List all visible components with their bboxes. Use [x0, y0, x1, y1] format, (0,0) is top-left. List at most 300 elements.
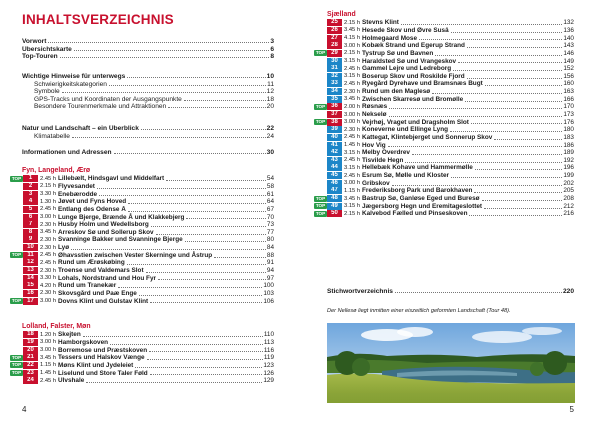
tour-name: Rund um Tranekær	[58, 282, 117, 290]
tour-number-badge: 2	[23, 183, 38, 190]
toc-leader-dots	[451, 177, 562, 178]
tour-page: 58	[266, 182, 274, 190]
toc-leader-dots	[166, 180, 266, 181]
toc-leader-dots	[392, 185, 563, 186]
toc-line-text: Top-Touren	[22, 53, 58, 61]
toc-leader-dots	[150, 302, 262, 303]
tour-name: Entlang des Odense Å	[58, 205, 126, 213]
tour-duration: 2.45 h	[344, 172, 361, 179]
tour-name: Borremose und Præstskoven	[58, 346, 148, 354]
tour-row	[314, 157, 574, 165]
tour-row	[314, 80, 574, 88]
tour-name: Flyvesandet	[58, 182, 95, 190]
tour-name: Zwischen Skarresø und Bromølle	[362, 95, 464, 103]
toc-leader-dots	[475, 169, 563, 170]
tour-page: 160	[563, 80, 574, 88]
tour-duration: 3.45 h	[344, 195, 361, 202]
tour-row	[314, 164, 574, 172]
tour-page: 143	[563, 42, 574, 50]
tour-number-badge: 26	[327, 27, 342, 34]
tour-duration: 2.45 h	[344, 80, 361, 87]
toc-line-page: 8	[270, 53, 274, 61]
tour-row	[10, 346, 274, 354]
tour-name: Frederiksborg Park und Barokhaven	[362, 187, 473, 195]
tour-page: 113	[263, 338, 274, 346]
toc-line-page: 3	[270, 38, 274, 45]
toc-line	[22, 38, 274, 46]
tour-page: 110	[263, 331, 274, 339]
tour-page: 205	[563, 187, 574, 195]
toc-leader-dots	[141, 129, 266, 130]
tour-page: 116	[263, 346, 274, 354]
tour-number-badge: 18	[23, 331, 38, 338]
tour-page: 97	[266, 274, 274, 282]
index-label: Stichwortverzeichnis	[327, 288, 393, 295]
tour-row	[314, 42, 574, 50]
tour-duration: 2.30 h	[40, 267, 57, 274]
tour-duration: 3.45 h	[40, 229, 57, 236]
toc-leader-dots	[168, 107, 265, 108]
tour-duration: 2.15 h	[344, 210, 361, 217]
region-heading: Fyn, Langeland, Ærø	[22, 167, 91, 174]
toc-line	[22, 81, 274, 89]
tour-number-badge: 34	[327, 88, 342, 95]
top-badge-slot	[10, 176, 23, 182]
toc-leader-dots	[405, 162, 562, 163]
tour-name: Lohals, Nordstrand und Hou Fyr	[58, 274, 156, 282]
tour-name: Lunge Bjerge, Brænde Å und Klakkebjerg	[58, 213, 185, 221]
tour-row	[10, 362, 274, 370]
tour-number-badge: 23	[23, 370, 38, 377]
tour-page: 126	[263, 369, 274, 377]
tour-page: 132	[563, 19, 574, 27]
tour-duration: 2.00 h	[344, 103, 361, 110]
tour-row	[314, 57, 574, 65]
toc-leader-dots	[151, 226, 266, 227]
tour-name: Rund um Ærøskøbing	[58, 259, 125, 267]
tour-duration: 2.45 h	[344, 157, 361, 164]
toc-leader-dots	[186, 218, 265, 219]
tour-name: Skejten	[58, 331, 81, 339]
toc-leader-dots	[485, 85, 563, 86]
tour-duration: 1.20 h	[40, 331, 57, 338]
tour-page: 196	[563, 164, 574, 172]
tour-row	[314, 141, 574, 149]
tour-name: Tessers und Halskov Vænge	[58, 354, 145, 362]
toc-line	[22, 53, 274, 61]
top-badge-slot	[314, 50, 327, 56]
toc-leader-dots	[214, 257, 266, 258]
toc-leader-dots	[127, 77, 265, 78]
toc-leader-dots	[494, 139, 562, 140]
toc-line-page: 11	[267, 80, 274, 88]
toc-line-text: Klimatabelle	[34, 132, 70, 140]
tour-number-badge: 21	[23, 354, 38, 361]
toc-leader-dots	[156, 234, 266, 235]
toc-line-text: Besondere Tourenmerkmale und Attraktionen	[34, 103, 167, 111]
region-lolland	[10, 323, 274, 384]
toc-leader-dots	[71, 249, 266, 250]
tour-duration: 3.45 h	[344, 96, 361, 103]
tour-page: 88	[266, 251, 274, 259]
tour-number-badge: 35	[327, 96, 342, 103]
toc-leader-dots	[451, 32, 563, 33]
toc-leader-dots	[72, 137, 266, 138]
tour-row	[10, 221, 274, 229]
tour-number-badge: 22	[23, 362, 38, 369]
tour-duration: 3.00 h	[40, 339, 57, 346]
toc-leader-dots	[139, 295, 262, 296]
tour-number-badge: 6	[23, 214, 38, 221]
toc-line-page: 12	[266, 88, 274, 96]
tour-page: 183	[563, 133, 574, 141]
tour-name: Tisvilde Hegn	[362, 156, 404, 164]
tour-duration: 3.15 h	[344, 164, 361, 171]
toc-line-page: 22	[266, 125, 274, 132]
top-badge: TOP	[315, 50, 326, 56]
toc-line-text: Informationen und Adressen	[22, 149, 112, 156]
toc-leader-dots	[469, 215, 562, 216]
top-badge-slot	[314, 196, 327, 202]
tour-row	[10, 339, 274, 347]
tour-page: 123	[263, 361, 274, 369]
tour-page: 152	[563, 65, 574, 73]
tour-number-badge: 17	[23, 298, 38, 305]
tour-row	[10, 206, 274, 214]
tour-number-badge: 10	[23, 244, 38, 251]
toc-leader-dots	[86, 382, 262, 383]
tour-number-badge: 38	[327, 119, 342, 126]
landscape-photo-illustration	[327, 323, 575, 403]
tour-number-badge: 13	[23, 267, 38, 274]
tour-row	[314, 134, 574, 142]
tour-number-badge: 45	[327, 172, 342, 179]
tour-name: Haraldsted Sø und Vrangeskov	[362, 57, 457, 65]
tour-number-badge: 30	[327, 58, 342, 65]
toc-leader-dots	[97, 188, 266, 189]
tour-page: 189	[563, 149, 574, 157]
tour-name: Lillebælt, Hindsgavl und Middelfart	[58, 175, 165, 183]
tour-row	[314, 103, 574, 111]
toc-leader-dots	[389, 116, 563, 117]
tour-duration: 2.30 h	[40, 236, 57, 243]
toc-leader-dots	[135, 367, 262, 368]
tour-name: Melby Overdrev	[362, 149, 410, 157]
tour-page: 163	[563, 88, 574, 96]
toc-line-page: 30	[266, 149, 274, 156]
tour-number-badge: 46	[327, 180, 342, 187]
toc-line-text: Übersichtskarte	[22, 45, 72, 53]
toc-line	[22, 96, 274, 104]
tour-name: Hov Vig	[362, 141, 386, 149]
tour-name: Kalvebod Fælled und Pinseskoven	[362, 210, 468, 218]
tour-row	[10, 267, 274, 275]
tour-name: Møns Klint und Jydeleiet	[58, 361, 134, 369]
toc-line	[22, 133, 274, 141]
toc-leader-dots	[389, 108, 562, 109]
top-badge: TOP	[315, 195, 326, 201]
tour-number-badge: 7	[23, 221, 38, 228]
tour-page: 80	[266, 236, 274, 244]
photo-caption: Der Nellesø liegt inmitten einer eiszeitlich geformten Landschaft (Tour 48).	[327, 308, 511, 314]
toc-leader-dots	[450, 131, 562, 132]
top-badge: TOP	[11, 175, 22, 181]
tour-duration: 2.45 h	[40, 252, 57, 259]
tour-page: 186	[563, 141, 574, 149]
tour-row	[10, 251, 274, 259]
tour-name: Hesede Skov und Øvre Susâ	[362, 26, 449, 34]
toc-leader-dots	[149, 351, 263, 352]
tour-page: 84	[266, 244, 274, 252]
tour-duration: 3.30 h	[40, 191, 57, 198]
tour-name: Liselund und Store Taler Føld	[58, 369, 148, 377]
toc-leader-dots	[114, 153, 266, 154]
tour-row	[314, 202, 574, 210]
tour-duration: 3.15 h	[344, 203, 361, 210]
tour-name: Kattegat, Klintebjerget und Sonnerup Skov	[362, 133, 493, 141]
tour-row	[10, 175, 274, 183]
tour-name: Hellebæk Kohave und Hammermølle	[362, 164, 473, 172]
tour-row	[314, 118, 574, 126]
tour-name: Hamborgskoven	[58, 338, 109, 346]
toc-leader-dots	[484, 208, 562, 209]
tour-number-badge: 9	[23, 236, 38, 243]
index-page: 220	[562, 288, 574, 295]
toc-line	[22, 73, 274, 81]
toc-leader-dots	[471, 123, 562, 124]
tour-duration: 3.00 h	[344, 111, 361, 118]
toc-leader-dots	[158, 279, 266, 280]
tour-row	[10, 236, 274, 244]
tour-number-badge: 37	[327, 111, 342, 118]
top-badge-slot	[314, 104, 327, 110]
toc-leader-dots	[146, 272, 266, 273]
tour-name: Skovsgård und Paæ Enge	[58, 289, 137, 297]
tour-number-badge: 48	[327, 195, 342, 202]
toc-line-page: 10	[266, 73, 274, 80]
tour-row	[10, 282, 274, 290]
toc-leader-dots	[74, 50, 269, 51]
toc-line-text: GPS-Tracks und Koordinaten der Ausgangspunkte	[34, 95, 182, 103]
tour-page: 91	[266, 259, 274, 267]
tour-name: Kobæk Strand und Egerup Strand	[362, 42, 465, 50]
tour-page: 77	[266, 228, 274, 236]
tour-page: 149	[563, 57, 574, 65]
toc-leader-dots	[48, 42, 269, 43]
tour-duration: 2.30 h	[40, 244, 57, 251]
tour-duration: 3.00 h	[40, 298, 57, 305]
toc-leader-dots	[467, 47, 562, 48]
tour-name: Rund um den Maglesø	[362, 88, 431, 96]
tour-row	[314, 88, 574, 96]
tour-page: 156	[563, 72, 574, 80]
tour-row	[10, 369, 274, 377]
toc-leader-dots	[127, 264, 266, 265]
top-badge: TOP	[11, 370, 22, 376]
tour-row	[314, 179, 574, 187]
tour-page: 94	[266, 267, 274, 274]
tour-name: Gribskov	[362, 179, 390, 187]
tour-row	[10, 354, 274, 362]
toc-leader-dots	[118, 287, 262, 288]
tour-page: 199	[563, 172, 574, 180]
tour-name: Vejrhøj, Vraget und Dragsholm Slot	[362, 118, 469, 126]
tour-name: Stevns Klint	[362, 19, 399, 27]
tour-page: 54	[266, 175, 274, 183]
tour-duration: 2.45 h	[344, 134, 361, 141]
tour-duration: 2.45 h	[40, 259, 57, 266]
tour-duration: 2.30 h	[344, 126, 361, 133]
tour-page: 140	[563, 34, 574, 42]
tour-number-badge: 3	[23, 191, 38, 198]
tour-number-badge: 19	[23, 339, 38, 346]
toc-leader-dots	[128, 211, 266, 212]
toc-line	[22, 149, 274, 157]
tour-number-badge: 36	[327, 103, 342, 110]
toc-title: INHALTSVERZEICHNIS	[22, 12, 174, 27]
tour-number-badge: 11	[23, 252, 38, 259]
tour-row	[314, 126, 574, 134]
tour-name: Esrum Sø, Mølle und Kloster	[362, 172, 449, 180]
tour-row	[314, 50, 574, 58]
tour-name: Nekselø	[362, 111, 387, 118]
top-badge-slot	[314, 203, 327, 209]
tour-page: 100	[263, 282, 274, 290]
tour-name: Arreskov Sø und Sollerup Skov	[58, 228, 154, 236]
tour-row	[314, 187, 574, 195]
tour-duration: 2.30 h	[40, 290, 57, 297]
tour-number-badge: 28	[327, 42, 342, 49]
tour-row	[314, 172, 574, 180]
toc-line-page: 18	[266, 95, 274, 103]
tour-duration: 3.00 h	[344, 180, 361, 187]
toc-leader-dots	[150, 374, 263, 375]
tour-duration: 2.15 h	[40, 183, 57, 190]
tour-name: Bastrup Sø, Ganløse Eged und Buresø	[362, 195, 480, 203]
tour-duration: 3.15 h	[344, 58, 361, 65]
tour-number-badge: 5	[23, 206, 38, 213]
tour-duration: 2.45 h	[344, 65, 361, 72]
tour-page: 146	[563, 49, 574, 57]
tour-number-badge: 43	[327, 157, 342, 164]
tour-name: Boserup Skov und Roskilde Fjord	[362, 72, 465, 80]
toc-line	[22, 46, 274, 54]
tour-name: Ryegård Dyrehave und Bramsnæs Bugt	[362, 80, 483, 88]
tour-row	[314, 19, 574, 27]
tour-duration: 3.45 h	[344, 27, 361, 34]
tour-number-badge: 42	[327, 149, 342, 156]
toc-leader-dots	[60, 57, 270, 58]
tour-name: Øhavsstien zwischen Vester Skerninge und Åstrup	[58, 251, 213, 259]
tour-row	[10, 198, 274, 206]
toc-leader-dots	[474, 192, 562, 193]
tour-duration: 3.00 h	[40, 214, 57, 221]
top-badge: TOP	[11, 252, 22, 258]
toc-leader-dots	[482, 200, 563, 201]
tour-number-badge: 27	[327, 35, 342, 42]
landscape-photo	[327, 323, 575, 403]
toc-leader-dots	[128, 203, 266, 204]
tour-name: Holmegaard Mose	[362, 34, 418, 42]
tour-duration: 2.15 h	[344, 50, 361, 57]
toc-leader-dots	[453, 70, 562, 71]
tour-row	[314, 111, 574, 119]
toc-line-page: 20	[266, 103, 274, 111]
tour-number-badge: 47	[327, 187, 342, 194]
page-number-right: 5	[569, 405, 574, 414]
toc-leader-dots	[185, 241, 266, 242]
toc-line-text: Vorwort	[22, 38, 47, 45]
region-fyn	[10, 167, 274, 305]
toc-leader-dots	[99, 195, 266, 196]
tour-number-badge: 4	[23, 198, 38, 205]
tour-number-badge: 31	[327, 65, 342, 72]
tour-page: 70	[266, 213, 274, 221]
tour-name: Jøvet und Fyns Hoved	[58, 198, 127, 206]
tour-row	[314, 27, 574, 35]
tour-duration: 3.45 h	[40, 354, 57, 361]
toc-leader-dots	[412, 154, 562, 155]
toc-leader-dots	[388, 146, 563, 147]
top-badge-slot	[314, 211, 327, 217]
tour-page: 67	[266, 205, 274, 213]
tour-row	[10, 228, 274, 236]
tour-row	[10, 183, 274, 191]
tour-page: 119	[263, 354, 274, 362]
tour-name: Jægersborg Hegn und Eremitageslottet	[362, 202, 483, 210]
toc-line-text: Wichtige Hinweise für unterwegs	[22, 73, 126, 80]
tour-duration: 3.15 h	[344, 149, 361, 156]
tour-page: 176	[563, 118, 574, 126]
toc-line	[22, 103, 274, 111]
top-badge: TOP	[315, 103, 326, 109]
tour-number-badge: 25	[327, 19, 342, 26]
tour-number-badge: 44	[327, 164, 342, 171]
tour-page: 106	[263, 297, 274, 305]
top-badge-slot	[10, 370, 23, 376]
tour-number-badge: 40	[327, 134, 342, 141]
top-badge: TOP	[11, 298, 22, 304]
toc-line	[22, 125, 274, 133]
toc-leader-dots	[184, 100, 266, 101]
tour-duration: 3.00 h	[344, 42, 361, 49]
tour-page: 202	[563, 179, 574, 187]
toc-leader-dots	[467, 78, 563, 79]
nature-block	[22, 125, 274, 140]
tour-page: 136	[563, 26, 574, 34]
tour-duration: 3.00 h	[40, 347, 57, 354]
top-badge: TOP	[315, 119, 326, 125]
tour-duration: 3.30 h	[40, 275, 57, 282]
hints-block	[22, 73, 274, 111]
toc-line-page: 6	[270, 45, 274, 53]
tour-number-badge: 14	[23, 275, 38, 282]
toc-leader-dots	[83, 336, 263, 337]
top-badge-slot	[10, 362, 23, 368]
tour-row	[10, 213, 274, 221]
tour-name: Ulvshale	[58, 377, 85, 385]
tour-duration: 1.15 h	[344, 187, 361, 194]
tour-duration: 3.00 h	[344, 119, 361, 126]
tour-number-badge: 8	[23, 229, 38, 236]
tour-duration: 4.15 h	[344, 35, 361, 42]
tour-page: 173	[563, 111, 574, 118]
toc-leader-dots	[419, 39, 562, 40]
tour-number-badge: 24	[23, 377, 38, 384]
tour-name: Lyø	[58, 244, 70, 252]
tour-duration: 1.30 h	[40, 198, 57, 205]
tour-page: 192	[563, 156, 574, 164]
